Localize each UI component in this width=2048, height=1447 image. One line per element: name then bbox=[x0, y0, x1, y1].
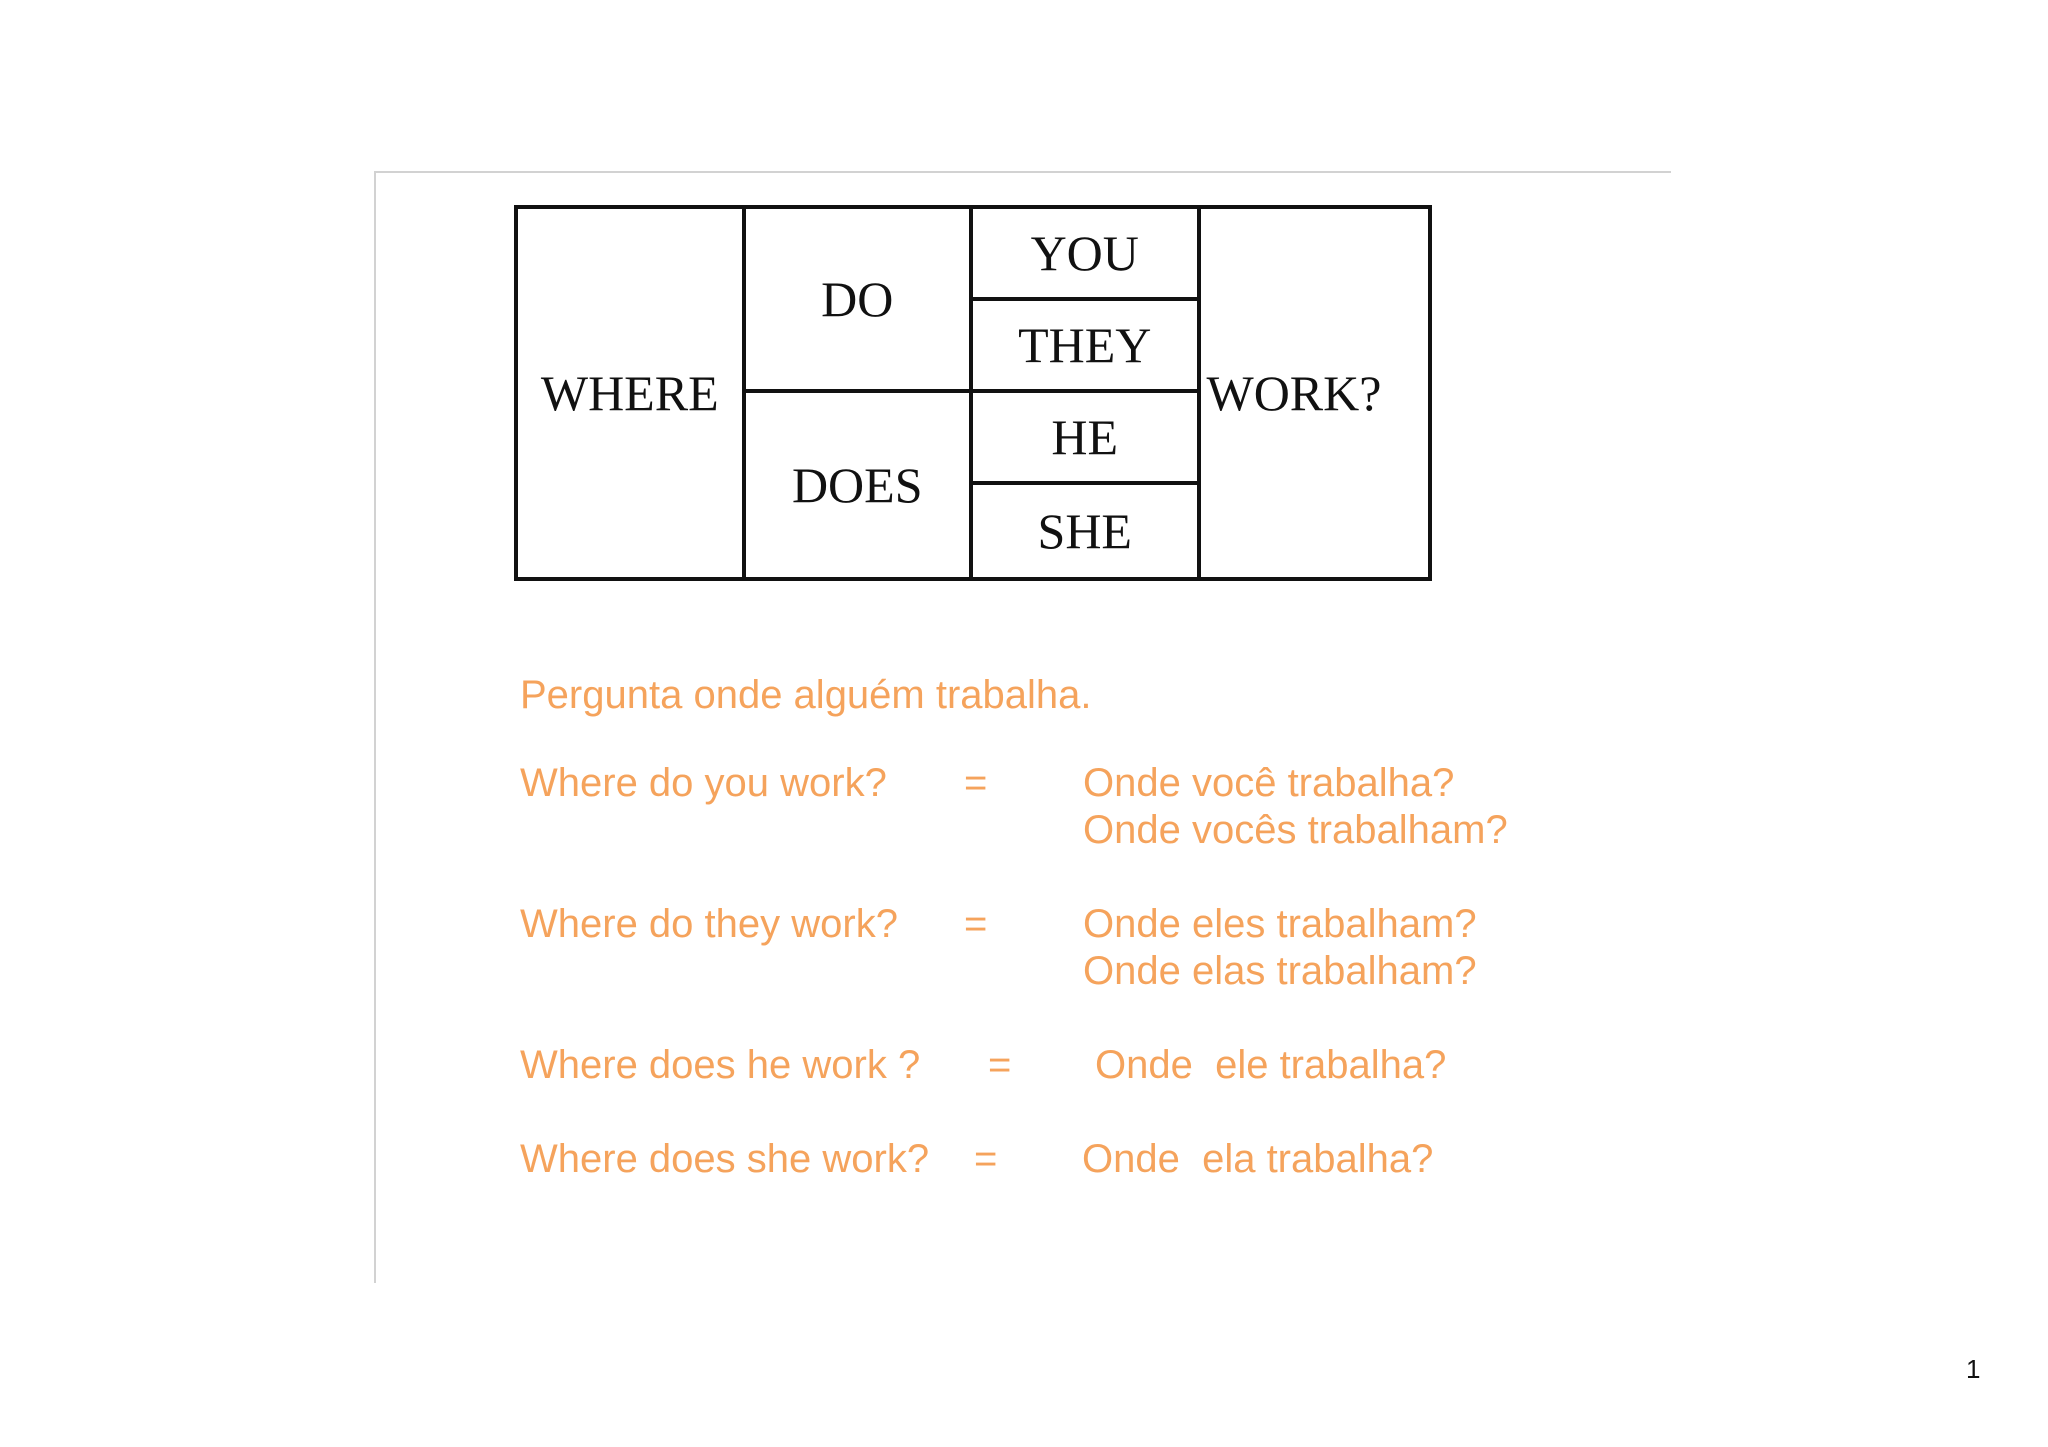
heading-text: Pergunta onde alguém trabalha. bbox=[520, 673, 1092, 717]
answer-ela: Onde ela trabalha? bbox=[1082, 1137, 1434, 1181]
question-they: Where do they work? bbox=[520, 902, 898, 946]
table-cell-you: YOU bbox=[973, 209, 1201, 301]
answer-eles: Onde eles trabalham? bbox=[1083, 902, 1477, 946]
table-cell-work: WORK? bbox=[1206, 365, 1382, 421]
equals-sign: = bbox=[964, 761, 988, 805]
answer-voces: Onde vocês trabalham? bbox=[1083, 808, 1508, 852]
answer-elas: Onde elas trabalham? bbox=[1083, 949, 1477, 993]
question-she: Where does she work? bbox=[520, 1137, 930, 1181]
answer-ele: Onde ele trabalha? bbox=[1095, 1043, 1447, 1087]
table-cell-he: HE bbox=[973, 393, 1201, 485]
table-cell-does: DOES bbox=[746, 393, 974, 577]
equals-sign: = bbox=[988, 1043, 1012, 1087]
page-number: 1 bbox=[1966, 1354, 1981, 1384]
answer-voce: Onde você trabalha? bbox=[1083, 761, 1455, 805]
table-cell-they: THEY bbox=[973, 301, 1201, 393]
grammar-table bbox=[514, 205, 1432, 581]
table-cell-she: SHE bbox=[973, 485, 1201, 577]
question-you: Where do you work? bbox=[520, 761, 887, 805]
equals-sign: = bbox=[974, 1137, 998, 1181]
table-cell-where: WHERE bbox=[518, 209, 746, 577]
question-he: Where does he work ? bbox=[520, 1043, 921, 1087]
table-cell-do: DO bbox=[746, 209, 974, 393]
equals-sign: = bbox=[964, 902, 988, 946]
